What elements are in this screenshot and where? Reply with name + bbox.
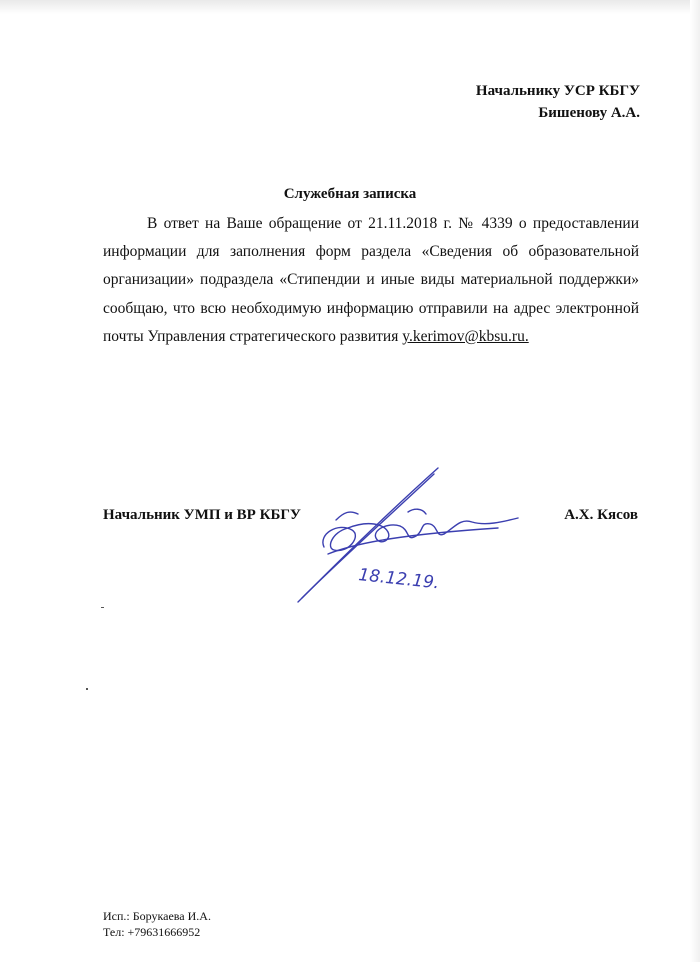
memo-body-text: В ответ на Ваше обращение от 21.11.2018 г. № 4339 о предоставлении информации для заполнения форм раздела «Сведения об образовательной организации» подраздела «Стипендии и иные виды материальной поддержки» сообщаю, что всю необходимую информацию отправили на адрес электронной почты Управления стратегического развития	[103, 215, 639, 345]
addressee-line-1: Начальнику УСР КБГУ	[475, 83, 640, 99]
addressee-block	[476, 80, 640, 124]
signatory-name: А.Х. Кясов	[564, 507, 638, 523]
svg-text:18.12.19.: 18.12.19.	[357, 565, 441, 594]
memo-body	[103, 210, 639, 351]
page-edge-top	[0, 0, 700, 14]
page-edge-right	[690, 0, 700, 962]
email-address: y.kerimov@kbsu.ru.	[402, 327, 529, 345]
executor-phone: Тел: +79631666952	[103, 925, 201, 939]
handwritten-signature	[288, 462, 528, 612]
addressee-line-2: Бишенову А.А.	[538, 105, 640, 121]
document-title: Служебная записка	[283, 186, 417, 202]
executor-name: Исп.: Борукаева И.А.	[103, 909, 211, 923]
scan-speck	[86, 688, 88, 690]
scan-speck	[101, 607, 104, 608]
signatory-position: Начальник УМП и ВР КБГУ	[103, 507, 301, 523]
executor-block	[103, 908, 211, 940]
